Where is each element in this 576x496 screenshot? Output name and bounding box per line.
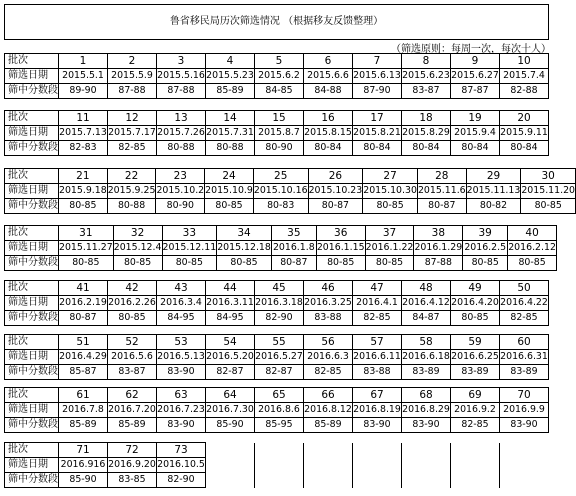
table-cell: 80-82 [466,199,521,214]
empty-cell [402,473,451,488]
table-cell: 44 [206,281,255,296]
table-cell: 82-87 [255,365,304,380]
table-cell: 14 [206,111,255,126]
row-label: 筛选日期 [5,296,59,311]
table-cell: 85-89 [304,418,353,433]
table-cell: 2015.7.17 [108,126,157,141]
date-row [5,126,549,141]
table-cell: 2015.11.20 [521,184,576,199]
table-cell: 16 [304,111,353,126]
table-cell: 27 [363,169,418,184]
date-row [5,458,549,473]
table-cell: 2016.4.1 [353,296,402,311]
table-cell: 2016.1.22 [365,241,414,256]
table-cell: 2015.8.21 [353,126,402,141]
table-cell: 38 [414,226,463,241]
range-row [5,84,549,99]
range-row [5,311,549,326]
table-cell: 52 [108,335,157,350]
table-cell: 2016.8.19 [353,403,402,418]
row-label: 批次 [5,388,59,403]
table-cell: 2016.10.5 [157,458,206,473]
table-cell: 83-89 [451,365,500,380]
table-cell: 85-90 [206,418,255,433]
empty-cell [206,443,255,458]
table-cell: 73 [157,443,206,458]
table-cell: 2015.9.25 [107,184,156,199]
table-cell: 80-85 [59,199,108,214]
table-cell: 4 [206,54,255,69]
table-cell: 2015.12.4 [113,241,162,256]
table-cell: 80-85 [463,256,508,271]
table-cell: 35 [271,226,316,241]
table-cell: 84-95 [157,311,206,326]
row-label: 筛中分数段 [5,365,59,380]
empty-cell [353,443,402,458]
table-cell: 83-87 [402,84,451,99]
empty-cell [255,473,304,488]
table-cell: 2016.6.18 [402,350,451,365]
table-cell: 2016.1.8 [271,241,316,256]
empty-cell [255,458,304,473]
batch-row [5,335,549,350]
empty-cell [500,458,549,473]
table-cell: 58 [402,335,451,350]
table-cell: 2015.10.23 [308,184,363,199]
date-row [5,403,549,418]
table-cell: 2015.10.2 [156,184,205,199]
table-cell: 10 [500,54,549,69]
table-cell: 85-89 [108,418,157,433]
table-cell: 2015.8.7 [255,126,304,141]
table-cell: 69 [451,388,500,403]
table-cell: 80-85 [316,256,365,271]
table-cell: 36 [316,226,365,241]
batch-table [4,110,549,156]
table-cell: 84-85 [255,84,304,99]
table-cell: 66 [304,388,353,403]
table-cell: 85-95 [255,418,304,433]
table-cell: 71 [59,443,108,458]
table-cell: 2015.9.4 [451,126,500,141]
empty-cell [353,458,402,473]
batch-row [5,281,549,296]
table-cell: 63 [157,388,206,403]
batch-table [4,387,549,433]
table-cell: 2016.3.4 [157,296,206,311]
table-cell: 80-84 [500,141,549,156]
batch-row [5,169,576,184]
table-cell: 31 [59,226,114,241]
table-cell: 80-85 [113,256,162,271]
table-cell: 61 [59,388,108,403]
table-cell: 62 [108,388,157,403]
table-cell: 80-85 [363,199,418,214]
table-cell: 7 [353,54,402,69]
empty-cell [353,473,402,488]
table-cell: 2016.4.20 [451,296,500,311]
table-cell: 87-88 [108,84,157,99]
empty-cell [500,473,549,488]
table-cell: 2016.6.25 [451,350,500,365]
empty-cell [206,473,255,488]
table-cell: 48 [402,281,451,296]
table-cell: 2016.7.8 [59,403,108,418]
table-cell: 25 [253,169,308,184]
table-cell: 2015.11.6 [417,184,466,199]
row-label: 批次 [5,169,59,184]
table-cell: 87-90 [353,84,402,99]
table-cell: 2015.7.26 [157,126,206,141]
table-cell: 39 [463,226,508,241]
table-cell: 89-90 [59,84,108,99]
empty-cell [402,443,451,458]
range-row [5,141,549,156]
selection-note: （筛选原则：每周一次，每次十人） [391,44,551,55]
table-cell: 2016.2.5 [463,241,508,256]
table-cell: 2016.8.12 [304,403,353,418]
table-cell: 8 [402,54,451,69]
table-cell: 85-90 [59,473,108,488]
table-cell: 82-87 [206,365,255,380]
table-cell: 2015.5.1 [59,69,108,84]
table-cell: 2015.10.9 [205,184,254,199]
row-label: 批次 [5,281,59,296]
table-cell: 2016.8.6 [255,403,304,418]
page-title: 鲁省移民局历次筛选情况 （根据移友反馈整理） [4,4,549,40]
table-cell: 80-85 [451,311,500,326]
row-label: 筛中分数段 [5,473,59,488]
table-cell: 2015.9.11 [500,126,549,141]
table-cell: 2015.5.16 [157,69,206,84]
batch-row [5,111,549,126]
table-cell: 42 [108,281,157,296]
table-cell: 82-85 [108,141,157,156]
table-cell: 54 [206,335,255,350]
batch-row [5,226,557,241]
table-cell: 2015.12.11 [162,241,217,256]
table-cell: 2015.8.15 [304,126,353,141]
table-cell: 80-85 [508,256,557,271]
table-cell: 2016.9.20 [108,458,157,473]
table-cell: 72 [108,443,157,458]
table-cell: 41 [59,281,108,296]
table-cell: 80-85 [217,256,272,271]
row-label: 批次 [5,54,59,69]
table-cell: 84-87 [402,311,451,326]
table-cell: 70 [500,388,549,403]
row-label: 筛选日期 [5,403,59,418]
table-cell: 80-85 [365,256,414,271]
table-cell: 2016.7.23 [157,403,206,418]
table-cell: 2016.916 [59,458,108,473]
table-cell: 2015.7.4 [500,69,549,84]
table-cell: 80-88 [206,141,255,156]
table-cell: 19 [451,111,500,126]
row-label: 筛选日期 [5,126,59,141]
table-cell: 59 [451,335,500,350]
table-cell: 2015.6.27 [451,69,500,84]
table-cell: 80-84 [304,141,353,156]
table-cell: 80-87 [308,199,363,214]
batch-table [4,334,549,380]
table-cell: 47 [353,281,402,296]
table-cell: 21 [59,169,108,184]
table-cell: 49 [451,281,500,296]
table-cell: 83-85 [108,473,157,488]
table-cell: 2015.6.2 [255,69,304,84]
table-cell: 60 [500,335,549,350]
empty-cell [304,473,353,488]
empty-cell [304,458,353,473]
date-row [5,350,549,365]
table-cell: 40 [508,226,557,241]
table-cell: 6 [304,54,353,69]
table-cell: 2016.4.12 [402,296,451,311]
row-label: 筛中分数段 [5,199,59,214]
table-cell: 67 [353,388,402,403]
table-cell: 2016.6.31 [500,350,549,365]
table-cell: 80-90 [255,141,304,156]
table-cell: 80-87 [271,256,316,271]
table-cell: 83-90 [402,418,451,433]
table-cell: 68 [402,388,451,403]
table-cell: 46 [304,281,353,296]
table-cell: 80-87 [59,311,108,326]
table-cell: 18 [402,111,451,126]
table-cell: 82-85 [304,365,353,380]
table-cell: 83-90 [353,418,402,433]
table-cell: 83-88 [353,365,402,380]
table-cell: 57 [353,335,402,350]
table-cell: 87-88 [414,256,463,271]
row-label: 批次 [5,335,59,350]
table-cell: 64 [206,388,255,403]
range-row [5,199,576,214]
table-cell: 43 [157,281,206,296]
table-cell: 30 [521,169,576,184]
table-cell: 85-89 [206,84,255,99]
row-label: 筛选日期 [5,458,59,473]
table-cell: 84-95 [206,311,255,326]
table-cell: 2016.6.11 [353,350,402,365]
table-cell: 2016.5.6 [108,350,157,365]
table-cell: 26 [308,169,363,184]
table-cell: 82-85 [451,418,500,433]
table-cell: 83-90 [500,418,549,433]
table-cell: 2015.6.13 [353,69,402,84]
table-cell: 87-88 [157,84,206,99]
table-cell: 2015.11.27 [59,241,114,256]
table-cell: 82-85 [353,311,402,326]
table-cell: 2015.7.31 [206,126,255,141]
row-label: 筛中分数段 [5,418,59,433]
table-cell: 84-88 [304,84,353,99]
table-cell: 80-85 [162,256,217,271]
table-cell: 80-90 [156,199,205,214]
table-cell: 85-89 [59,418,108,433]
table-cell: 32 [113,226,162,241]
date-row [5,241,557,256]
table-cell: 80-84 [402,141,451,156]
table-cell: 2016.3.18 [255,296,304,311]
table-cell: 24 [205,169,254,184]
table-cell: 34 [217,226,272,241]
table-cell: 53 [157,335,206,350]
table-cell: 2015.5.9 [108,69,157,84]
batch-table [4,53,549,99]
table-cell: 15 [255,111,304,126]
row-label: 筛选日期 [5,350,59,365]
table-cell: 2016.2.12 [508,241,557,256]
date-row [5,184,576,199]
row-label: 批次 [5,111,59,126]
table-cell: 50 [500,281,549,296]
table-cell: 33 [162,226,217,241]
table-cell: 87-87 [451,84,500,99]
table-cell: 2016.5.27 [255,350,304,365]
table-cell: 2016.6.3 [304,350,353,365]
batch-row [5,388,549,403]
empty-cell [500,443,549,458]
table-cell: 2016.2.26 [108,296,157,311]
table-cell: 83-90 [157,418,206,433]
batch-row [5,443,549,458]
row-label: 筛中分数段 [5,141,59,156]
table-cell: 2016.2.19 [59,296,108,311]
table-cell: 82-90 [157,473,206,488]
table-cell: 2016.9.9 [500,403,549,418]
table-cell: 2016.4.22 [500,296,549,311]
batch-table [4,225,557,271]
table-cell: 83-87 [108,365,157,380]
table-cell: 80-85 [205,199,254,214]
row-label: 筛中分数段 [5,84,59,99]
table-cell: 80-83 [253,199,308,214]
table-cell: 80-85 [59,256,114,271]
table-cell: 83-89 [402,365,451,380]
batch-table [4,442,549,488]
table-cell: 2016.4.29 [59,350,108,365]
table-cell: 80-88 [157,141,206,156]
table-cell: 2016.7.20 [108,403,157,418]
table-cell: 2015.5.23 [206,69,255,84]
table-cell: 2016.5.13 [157,350,206,365]
table-cell: 23 [156,169,205,184]
table-cell: 83-89 [500,365,549,380]
table-cell: 2015.6.23 [402,69,451,84]
table-cell: 80-85 [108,311,157,326]
table-cell: 2016.7.30 [206,403,255,418]
empty-cell [451,443,500,458]
table-cell: 65 [255,388,304,403]
table-cell: 80-84 [451,141,500,156]
table-cell: 2016.5.20 [206,350,255,365]
batch-table [4,280,549,326]
table-cell: 13 [157,111,206,126]
table-cell: 3 [157,54,206,69]
table-cell: 2015.6.6 [304,69,353,84]
row-label: 筛选日期 [5,241,59,256]
table-cell: 2016.8.29 [402,403,451,418]
table-cell: 80-85 [521,199,576,214]
table-cell: 82-90 [255,311,304,326]
date-row [5,296,549,311]
table-cell: 2016.3.25 [304,296,353,311]
table-cell: 29 [466,169,521,184]
empty-cell [451,458,500,473]
empty-cell [304,443,353,458]
row-label: 筛中分数段 [5,256,59,271]
table-cell: 1 [59,54,108,69]
table-cell: 2015.9.18 [59,184,108,199]
table-cell: 12 [108,111,157,126]
table-cell: 56 [304,335,353,350]
range-row [5,418,549,433]
table-cell: 85-87 [59,365,108,380]
table-cell: 5 [255,54,304,69]
table-cell: 2016.3.11 [206,296,255,311]
table-cell: 22 [107,169,156,184]
empty-cell [206,458,255,473]
empty-cell [451,473,500,488]
batch-row [5,54,549,69]
table-cell: 51 [59,335,108,350]
table-cell: 37 [365,226,414,241]
date-row [5,69,549,84]
row-label: 批次 [5,226,59,241]
table-cell: 9 [451,54,500,69]
table-cell: 82-85 [500,311,549,326]
table-cell: 80-88 [107,199,156,214]
table-cell: 2015.8.29 [402,126,451,141]
table-cell: 83-88 [304,311,353,326]
table-cell: 82-88 [500,84,549,99]
table-cell: 17 [353,111,402,126]
table-cell: 2016.9.2 [451,403,500,418]
table-cell: 11 [59,111,108,126]
table-cell: 2015.7.13 [59,126,108,141]
table-cell: 55 [255,335,304,350]
table-cell: 45 [255,281,304,296]
empty-cell [402,458,451,473]
row-label: 筛选日期 [5,184,59,199]
row-label: 筛中分数段 [5,311,59,326]
table-cell: 2015.11.13 [466,184,521,199]
table-cell: 2015.10.16 [253,184,308,199]
table-cell: 20 [500,111,549,126]
range-row [5,256,557,271]
table-cell: 28 [417,169,466,184]
table-cell: 2016.1.15 [316,241,365,256]
range-row [5,473,549,488]
table-cell: 2015.12.18 [217,241,272,256]
table-cell: 80-87 [417,199,466,214]
row-label: 筛选日期 [5,69,59,84]
table-cell: 82-83 [59,141,108,156]
table-cell: 2015.10.30 [363,184,418,199]
table-cell: 2016.1.29 [414,241,463,256]
table-cell: 83-90 [157,365,206,380]
batch-table [4,168,576,214]
table-cell: 80-84 [353,141,402,156]
row-label: 批次 [5,443,59,458]
table-cell: 2 [108,54,157,69]
range-row [5,365,549,380]
empty-cell [255,443,304,458]
